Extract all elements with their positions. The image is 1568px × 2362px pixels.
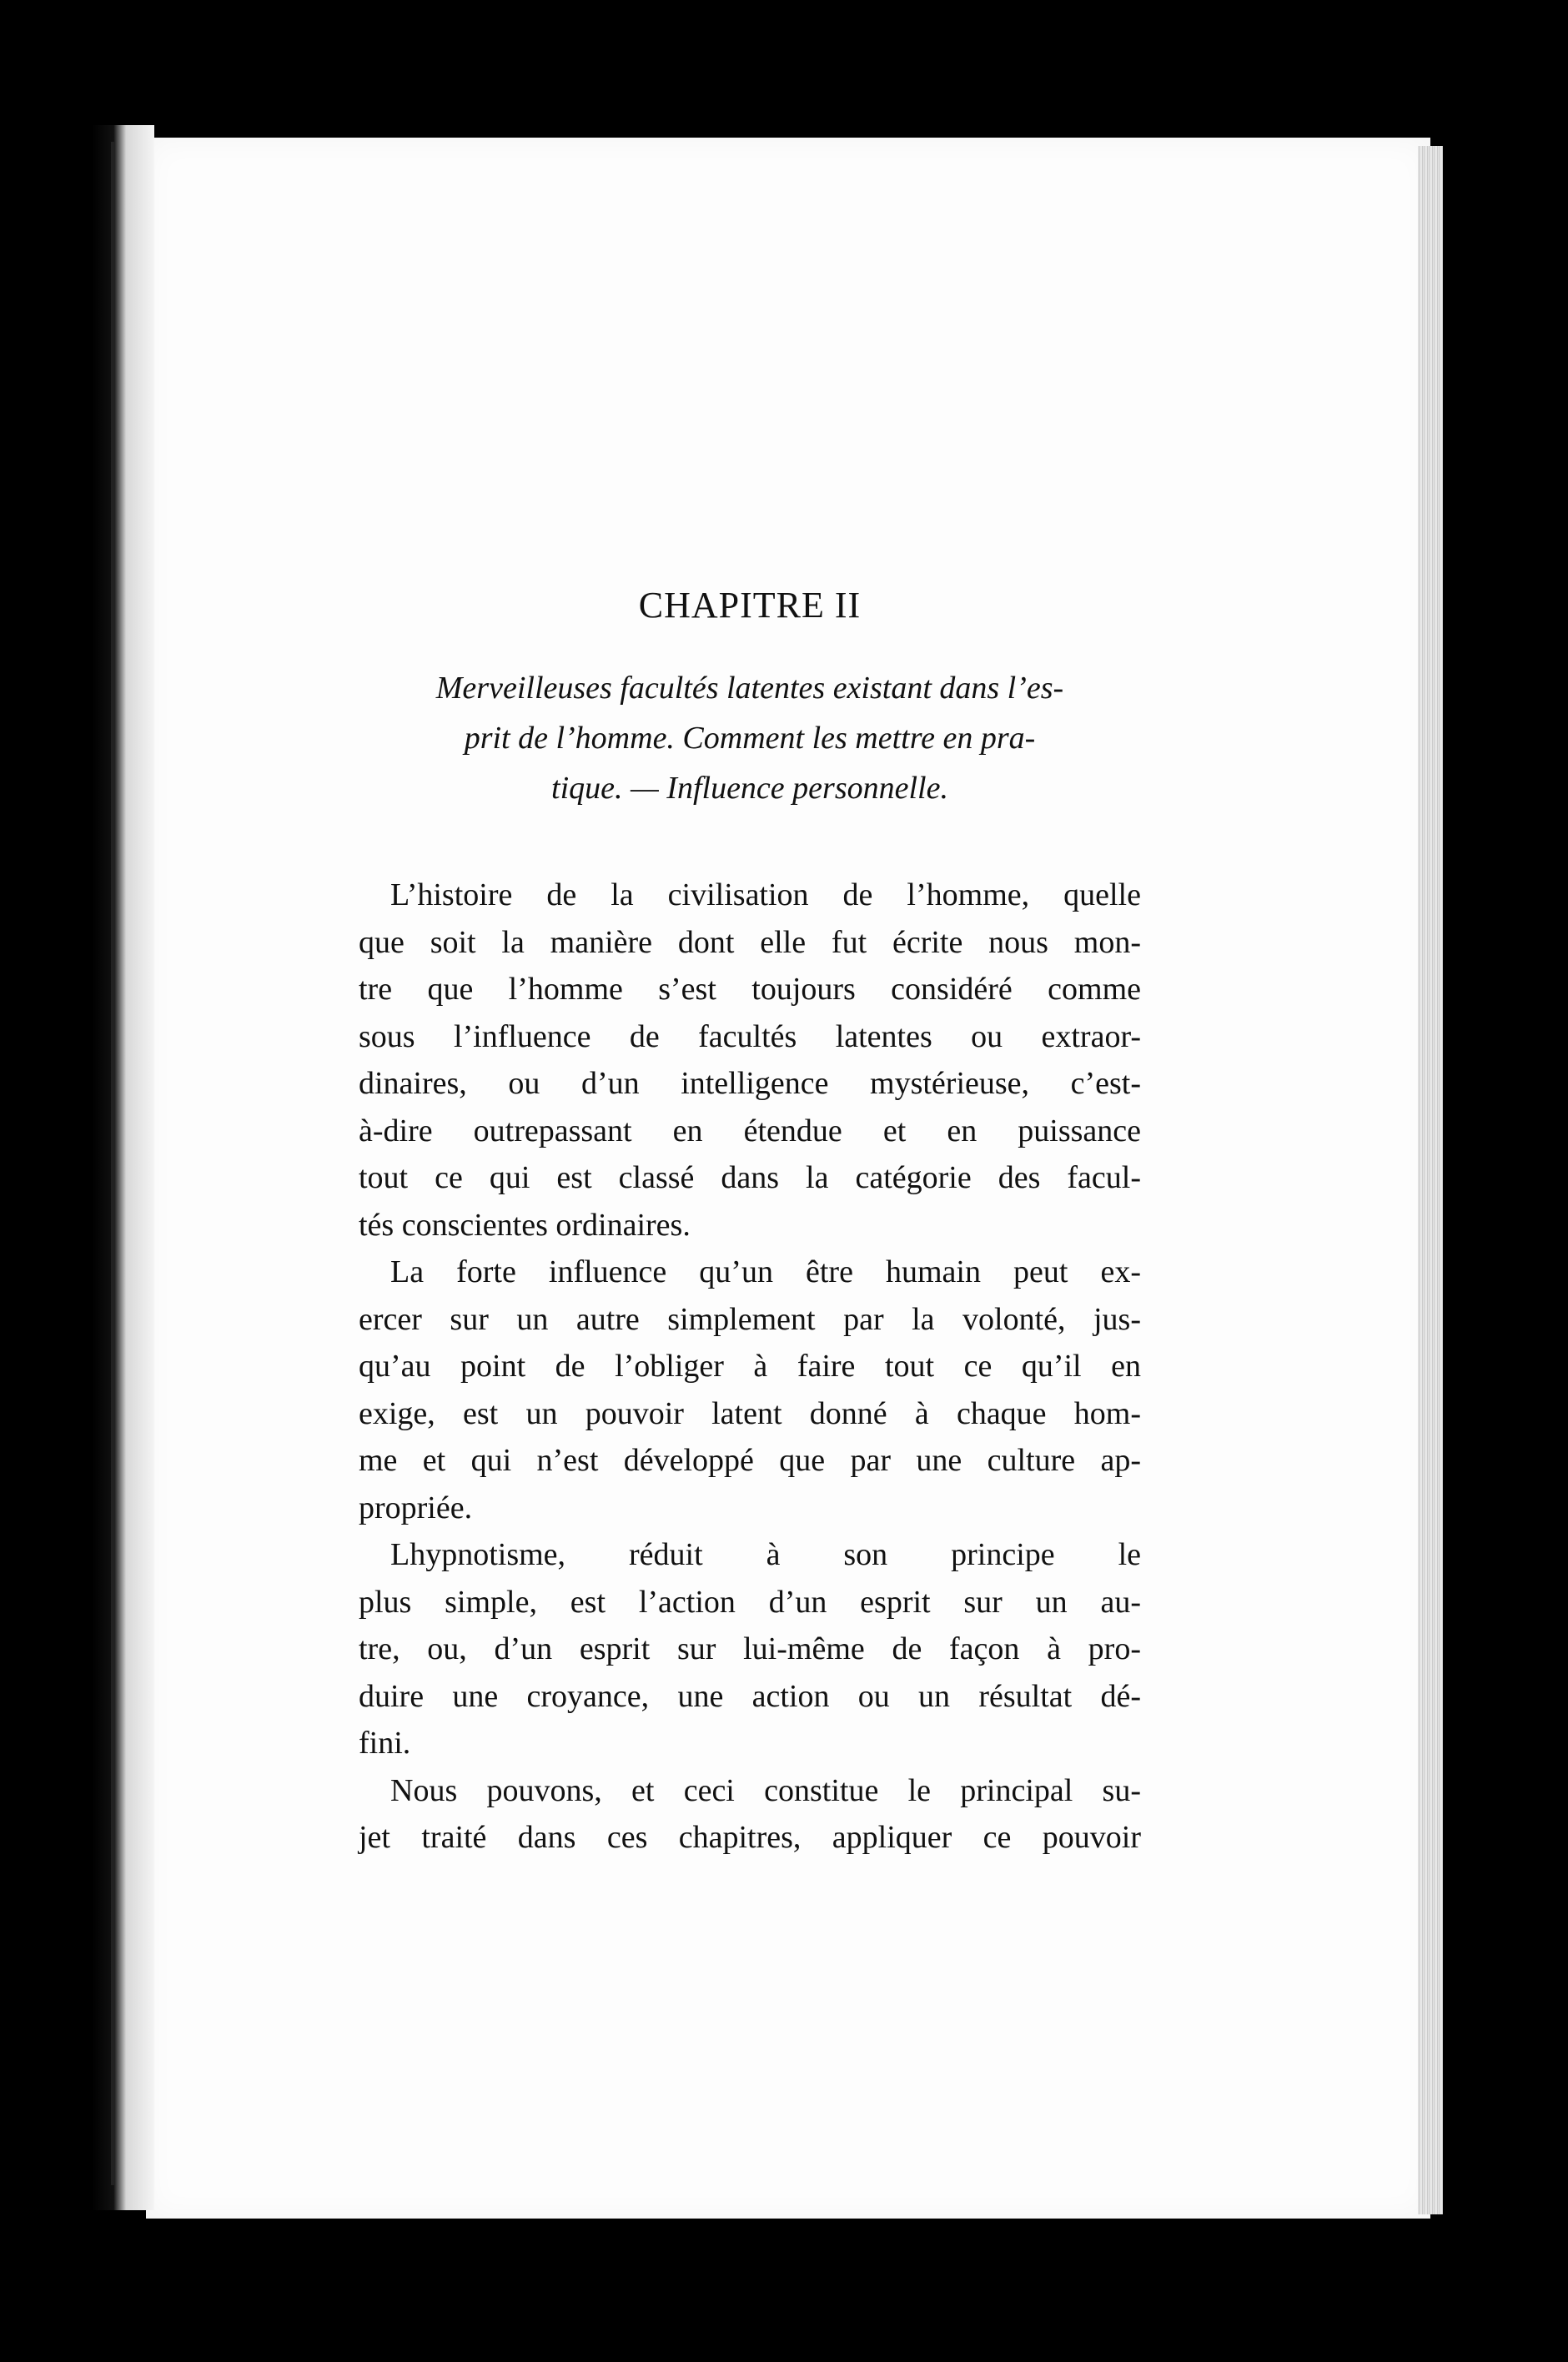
paragraph — [359, 1531, 1141, 1767]
text-line: que soit la manière dont elle fut écrite nous mon- — [359, 924, 1141, 960]
text-line: tout ce qui est classé dans la catégorie des facul- — [359, 1160, 1141, 1195]
text-line: tre, ou, d’un esprit sur lui-même de façon à pro- — [359, 1631, 1141, 1666]
paragraph — [359, 872, 1141, 1249]
text-block — [359, 584, 1141, 1862]
text-line: dinaires, ou d’un intelligence mystérieuse, c’est- — [359, 1066, 1141, 1101]
text-line: exige, est un pouvoir latent donné à chaque hom- — [359, 1395, 1141, 1431]
text-line: fini. — [359, 1726, 411, 1761]
text-line: duire une croyance, une action ou un résultat dé- — [359, 1678, 1141, 1714]
paragraph — [359, 1767, 1141, 1862]
text-line: propriée. — [359, 1490, 473, 1525]
text-line: ercer sur un autre simplement par la volonté, jus- — [359, 1301, 1141, 1337]
chapter-title: CHAPITRE II — [638, 585, 862, 626]
text-line: L’histoire de la civilisation de l’homme, quelle — [390, 877, 1141, 912]
text-line: plus simple, est l’action d’un esprit sur un au- — [359, 1584, 1141, 1620]
text-line: sous l’influence de facultés latentes ou extraor- — [359, 1018, 1141, 1054]
text-line: Lhypnotisme, réduit à son principe le — [390, 1537, 1141, 1572]
summary-line: tique. — Influence personnelle. — [551, 771, 948, 806]
page-stack-edge — [1418, 146, 1443, 2214]
text-line: Nous pouvons, et ceci constitue le principal su- — [390, 1772, 1141, 1808]
chapter-summary — [359, 663, 1141, 813]
text-line: qu’au point de l’obliger à faire tout ce qu’il en — [359, 1349, 1141, 1384]
summary-line: prit de l’homme. Comment les mettre en pra- — [464, 721, 1036, 756]
summary-line: Merveilleuses facultés latentes existant dans l’es- — [435, 671, 1064, 706]
text-line: à-dire outrepassant en étendue et en puissance — [359, 1113, 1141, 1148]
binding-thread — [111, 142, 114, 2185]
text-line: tre que l’homme s’est toujours considéré comme — [359, 972, 1141, 1007]
text-line: jet traité dans ces chapitres, appliquer ce pouvoir — [359, 1820, 1141, 1855]
text-line: tés conscientes ordinaires. — [359, 1207, 691, 1243]
paragraph — [359, 1249, 1141, 1531]
text-line: La forte influence qu’un être humain peut ex- — [390, 1254, 1141, 1289]
book-binding — [92, 125, 154, 2210]
text-line: me et qui n’est développé que par une culture ap- — [359, 1443, 1141, 1478]
